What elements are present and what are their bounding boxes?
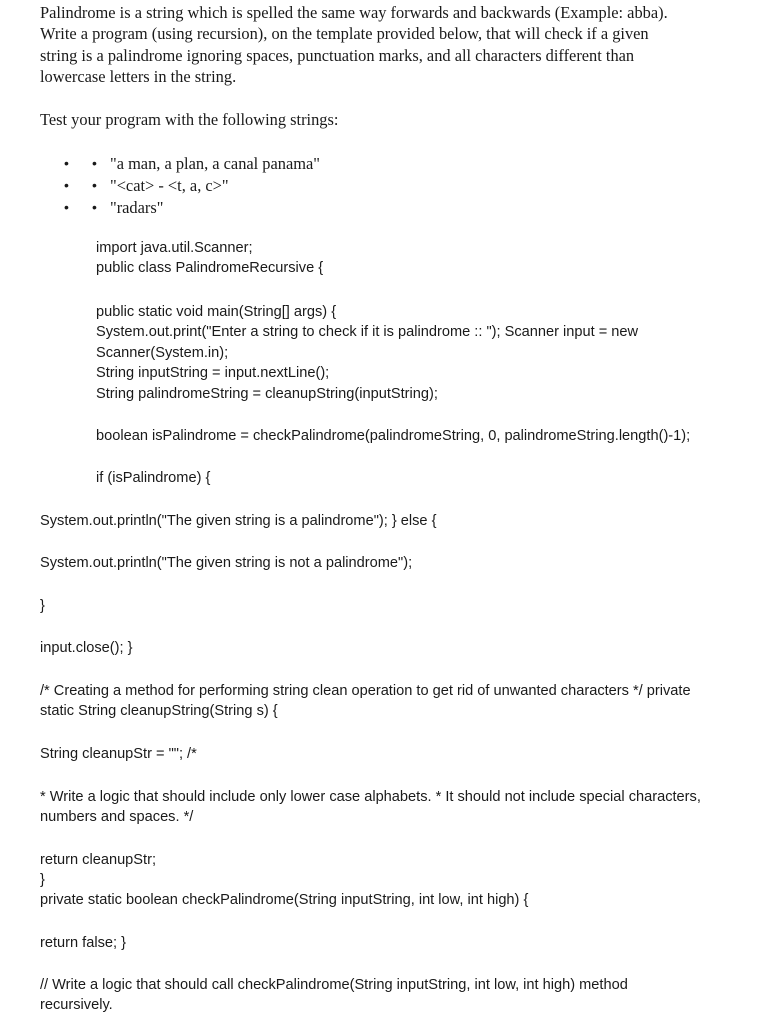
code-line: System.out.println("The given string is a palindrome"); } else {: [40, 513, 437, 529]
outer-bullet-icon: •: [64, 199, 69, 215]
code-line: input.close(); }: [40, 640, 133, 656]
code-line: private static boolean checkPalindrome(String inputString, int low, int high) {: [40, 892, 529, 908]
outer-bullet-icon: •: [64, 155, 69, 171]
intro-line-4: lowercase letters in the string.: [40, 67, 237, 86]
code-line: // Write a logic that should call checkPalindrome(String inputString, int low, int high) method: [40, 977, 628, 993]
code-line: numbers and spaces. */: [40, 809, 194, 825]
code-line: }: [40, 598, 45, 614]
code-line: Scanner(System.in);: [96, 345, 229, 361]
code-line: /* Creating a method for performing string clean operation to get rid of unwanted characters */ private: [40, 683, 691, 699]
list-item: "radars": [110, 198, 164, 217]
intro-line-3: string is a palindrome ignoring spaces, punctuation marks, and all characters different than: [40, 46, 635, 65]
code-line: String palindromeString = cleanupString(inputString);: [96, 386, 438, 402]
intro-line-2: Write a program (using recursion), on the template provided below, that will check if a given: [40, 24, 649, 43]
code-line: boolean isPalindrome = checkPalindrome(palindromeString, 0, palindromeString.length()-1);: [96, 428, 691, 444]
code-line: }: [40, 872, 45, 888]
code-line: String cleanupStr = ""; /*: [40, 746, 197, 762]
code-line: recursively.: [40, 997, 113, 1013]
list-item: "<cat> - <t, a, c>": [110, 176, 229, 195]
code-line: System.out.print("Enter a string to check if it is palindrome :: "); Scanner input = new: [96, 324, 639, 340]
code-line: import java.util.Scanner;: [96, 240, 253, 256]
code-line: public static void main(String[] args) {: [96, 304, 337, 320]
code-line: if (isPalindrome) {: [96, 470, 211, 486]
code-line: String inputString = input.nextLine();: [96, 365, 330, 381]
inner-bullet-icon: •: [92, 199, 97, 215]
code-line: static String cleanupString(String s) {: [40, 703, 278, 719]
code-line: * Write a logic that should include only lower case alphabets. * It should not include special characters,: [40, 789, 701, 805]
list-item: "a man, a plan, a canal panama": [110, 154, 320, 173]
code-line: return false; }: [40, 935, 126, 951]
code-line: return cleanupStr;: [40, 852, 157, 868]
code-line: System.out.println("The given string is not a palindrome");: [40, 555, 413, 571]
inner-bullet-icon: •: [92, 155, 97, 171]
inner-bullet-icon: •: [92, 177, 97, 193]
test-heading: Test your program with the following strings:: [40, 110, 339, 129]
intro-line-1: Palindrome is a string which is spelled the same way forwards and backwards (Example: abba).: [40, 3, 668, 22]
outer-bullet-icon: •: [64, 177, 69, 193]
code-line: public class PalindromeRecursive {: [96, 260, 324, 276]
